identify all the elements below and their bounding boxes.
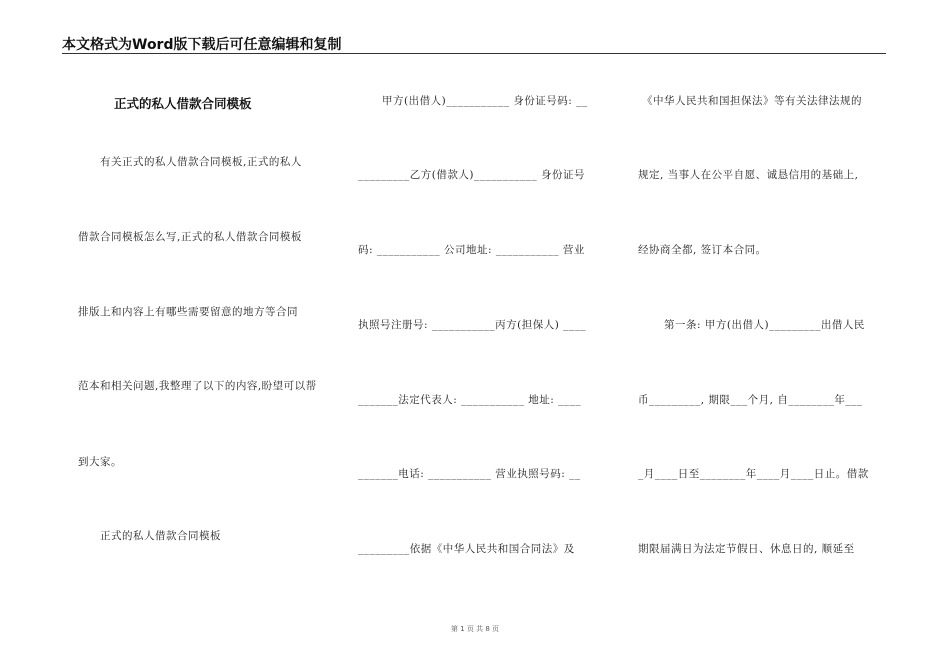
header-divider [62,53,886,54]
text-line: 《中华人民共和国担保法》等有关法律法规的 [642,95,862,107]
text-line: 执照号注册号: ___________丙方(担保人) ____ [358,319,587,331]
text-line: 到大家。 [78,456,122,468]
text-line: 甲方(出借人)___________ 身份证号码: __ [382,95,588,107]
text-line: 码: ___________ 公司地址: ___________ 营业 [358,244,585,256]
text-line: 第一条: 甲方(出借人)_________出借人民 [664,319,865,331]
text-line: 排版上和内容上有哪些需要留意的地方等合同 [78,306,298,318]
page-number: 第 1 页 共 8 页 [450,625,500,633]
text-line: _月____日至________年____月____日止。借款 [638,468,869,480]
text-line: 规定, 当事人在公平自愿、诚恳信用的基础上, [638,169,859,181]
text-line: _______法定代表人: ___________ 地址: ____ [358,394,582,406]
text-line: 期限届满日为法定节假日、休息日的, 顺延至 [638,543,855,555]
text-line: 有关正式的私人借款合同模板,正式的私人 [100,156,302,168]
text-line: 币_________, 期限___个月, 自________年___ [638,394,863,406]
text-line: _________依据《中华人民共和国合同法》及 [358,543,575,555]
section-heading: 正式的私人借款合同模板 [100,530,221,542]
text-line: 借款合同模板怎么写,正式的私人借款合同模板 [78,231,302,243]
document-title: 正式的私人借款合同模板 [114,96,252,111]
text-line: 经协商全都, 签订本合同。 [638,244,767,256]
text-line: _______电话: ___________ 营业执照号码: __ [358,468,581,480]
text-line: 范本和相关问题,我整理了以下的内容,盼望可以帮 [78,380,317,392]
text-line: _________乙方(借款人)___________ 身份证号 [358,169,586,181]
document-header: 本文格式为Word版下载后可任意编辑和复制 [62,37,342,53]
